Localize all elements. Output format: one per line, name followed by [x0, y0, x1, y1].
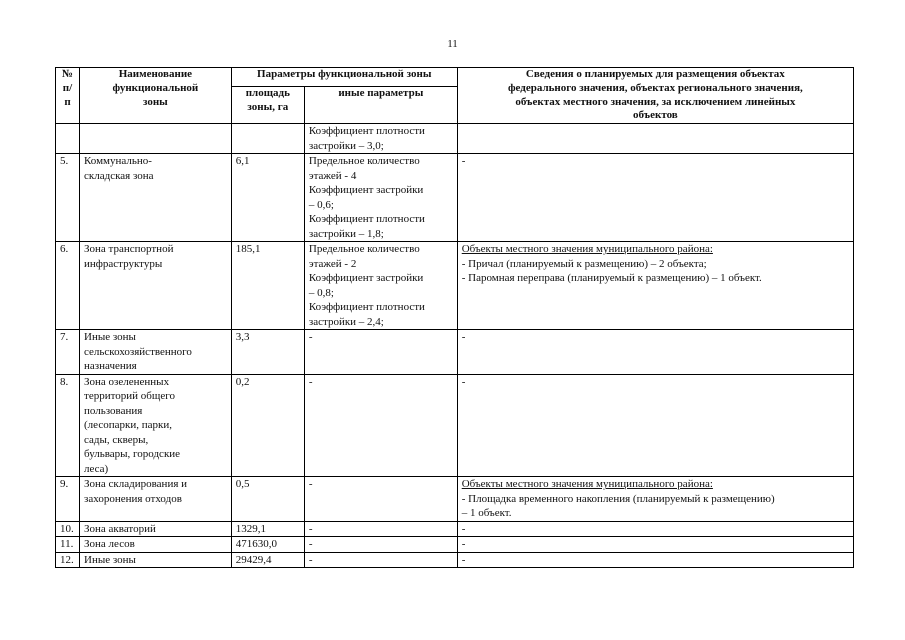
planned-objects-cell [457, 374, 853, 477]
row-number-cell: 8. [56, 374, 80, 477]
table-row [56, 552, 854, 568]
header-row-number: № п/п [56, 68, 80, 124]
planned-object-item: - Паромная переправа (планируемый к размещению) – 1 объект. [461, 272, 762, 285]
zone-name-cell: Зона складирования и захоронения отходов [80, 477, 232, 522]
planned-objects-none: - [461, 538, 466, 551]
planned-objects-none: - [461, 553, 466, 566]
header-other-parameters: иные параметры [304, 87, 457, 124]
row-number-cell: 11. [56, 537, 80, 553]
table-row [56, 374, 854, 477]
planned-objects-cell [457, 154, 853, 242]
header-zone-name: Наименование функциональной зоны [80, 68, 232, 124]
planned-objects-cell [457, 124, 853, 154]
zone-area-cell: 29429,4 [231, 552, 304, 568]
table-row [56, 477, 854, 522]
zone-area-cell: 471630,0 [231, 537, 304, 553]
row-number-cell: 7. [56, 330, 80, 375]
zone-name-cell [80, 124, 232, 154]
row-number-cell: 9. [56, 477, 80, 522]
table-header-row [56, 68, 854, 87]
other-parameters-cell: Коэффициент плотности застройки – 3,0; [304, 124, 457, 154]
page-number: 11 [447, 38, 458, 50]
row-number-cell: 5. [56, 154, 80, 242]
planned-objects-cell [457, 477, 853, 522]
zone-name-cell: Зона транспортной инфраструктуры [80, 242, 232, 330]
table-row [56, 521, 854, 537]
row-number-cell: 6. [56, 242, 80, 330]
other-parameters-cell: - [304, 477, 457, 522]
table-body [56, 124, 854, 568]
table-row [56, 537, 854, 553]
other-parameters-cell: - [304, 552, 457, 568]
table-row [56, 154, 854, 242]
zone-name-cell: Зона лесов [80, 537, 232, 553]
table-row [56, 330, 854, 375]
planned-objects-cell [457, 242, 853, 330]
planned-objects-cell [457, 521, 853, 537]
planned-objects-none: - [461, 331, 466, 344]
zone-area-cell: 3,3 [231, 330, 304, 375]
planned-objects-none: - [461, 375, 466, 388]
header-planned-objects: Сведения о планируемых для размещения объектах федерального значения, объектах регионального значения, объектах местного значения, за исключением линейных объектов [457, 68, 853, 124]
zone-name-cell: Зона озелененных территорий общего пользования (лесопарки, парки, сады, скверы, бульвары, городские леса) [80, 374, 232, 477]
header-zone-area: площадь зоны, га [231, 87, 304, 124]
zone-name-cell: Иные зоны сельскохозяйственного назначения [80, 330, 232, 375]
zone-name-cell: Иные зоны [80, 552, 232, 568]
header-zone-parameters: Параметры функциональной зоны [231, 68, 457, 87]
planned-objects-cell [457, 537, 853, 553]
planned-objects-none: - [461, 155, 466, 168]
other-parameters-cell: - [304, 537, 457, 553]
other-parameters-cell: - [304, 374, 457, 477]
table-row [56, 124, 854, 154]
zone-area-cell: 6,1 [231, 154, 304, 242]
planned-objects-heading: Объекты местного значения муниципального района: [461, 478, 713, 491]
functional-zones-table [55, 67, 854, 568]
zone-area-cell [231, 124, 304, 154]
other-parameters-cell: Предельное количество этажей - 2 Коэффициент застройки – 0,8; Коэффициент плотности застройки – 2,4; [304, 242, 457, 330]
row-number-cell: 12. [56, 552, 80, 568]
planned-objects-cell [457, 552, 853, 568]
other-parameters-cell: Предельное количество этажей - 4 Коэффициент застройки – 0,6; Коэффициент плотности застройки – 1,8; [304, 154, 457, 242]
other-parameters-cell: - [304, 521, 457, 537]
planned-objects-none: - [461, 522, 466, 535]
zone-area-cell: 1329,1 [231, 521, 304, 537]
planned-object-item: - Причал (планируемый к размещению) – 2 объекта; [461, 257, 707, 270]
zone-area-cell: 0,5 [231, 477, 304, 522]
zone-name-cell: Зона акваторий [80, 521, 232, 537]
zone-area-cell: 0,2 [231, 374, 304, 477]
planned-objects-cell [457, 330, 853, 375]
table-row [56, 242, 854, 330]
planned-object-item: - Площадка временного накопления (планируемый к размещению) – 1 объект. [461, 492, 775, 520]
row-number-cell [56, 124, 80, 154]
planned-objects-heading: Объекты местного значения муниципального района: [461, 243, 713, 256]
row-number-cell: 10. [56, 521, 80, 537]
zone-area-cell: 185,1 [231, 242, 304, 330]
other-parameters-cell: - [304, 330, 457, 375]
zone-name-cell: Коммунально- складская зона [80, 154, 232, 242]
